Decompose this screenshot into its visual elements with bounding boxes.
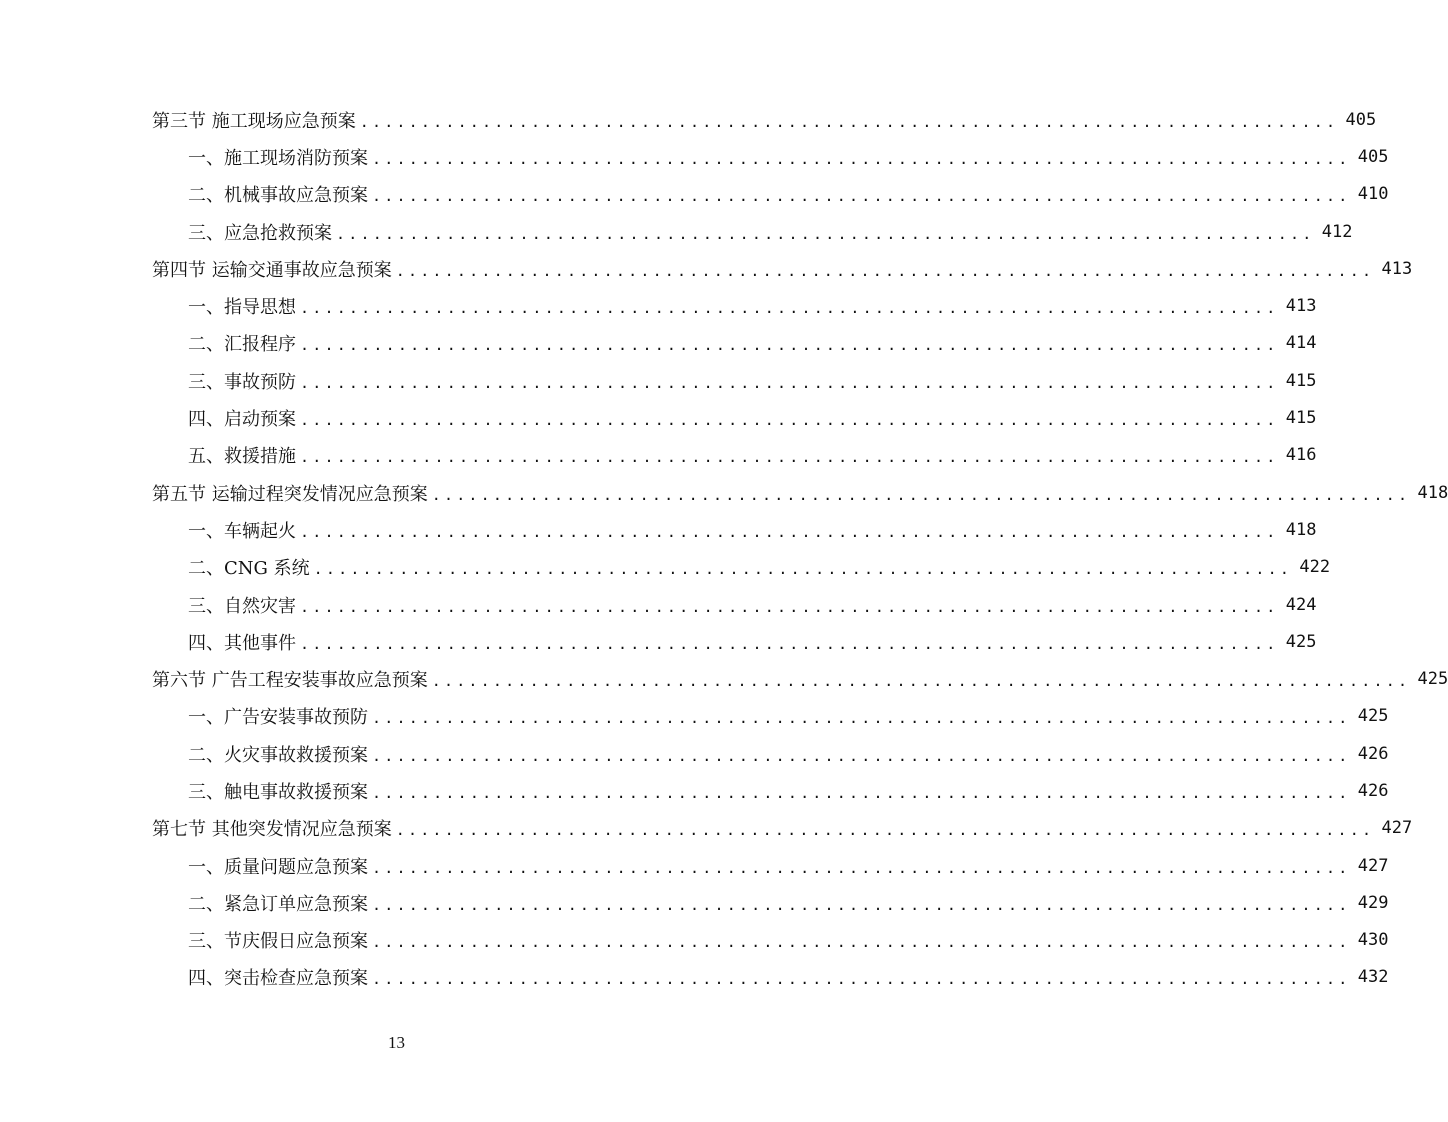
toc-section-entry[interactable] — [152, 660, 1448, 697]
toc-subsection-entry[interactable] — [152, 511, 1317, 548]
toc-subsection-entry[interactable] — [152, 623, 1317, 660]
toc-dot-leader: ................................................................................ — [395, 821, 1375, 840]
toc-entry-page-number: 418 — [1417, 482, 1448, 503]
toc-dot-leader: ................................................................................ — [372, 858, 1351, 877]
toc-dot-leader: ................................................................................ — [372, 709, 1351, 728]
toc-subsection-entry[interactable] — [152, 735, 1389, 772]
toc-dot-leader: ................................................................................ — [395, 261, 1375, 280]
toc-section-entry[interactable] — [152, 810, 1413, 847]
toc-entry-label: 一、指导思想 — [188, 297, 296, 319]
toc-entry-label: 二、汇报程序 — [188, 334, 296, 356]
toc-dot-leader: ................................................................................ — [300, 299, 1279, 318]
toc-section-entry[interactable] — [152, 101, 1377, 138]
toc-entry-label: 第七节 其他突发情况应急预案 — [152, 819, 392, 841]
toc-dot-leader: ................................................................................ — [372, 149, 1351, 168]
toc-entry-page-number: 412 — [1321, 221, 1353, 242]
toc-entry-label: 第四节 运输交通事故应急预案 — [152, 259, 392, 281]
toc-dot-leader: ................................................................................ — [300, 448, 1279, 467]
toc-subsection-entry[interactable] — [152, 138, 1389, 175]
toc-subsection-entry[interactable] — [152, 847, 1389, 884]
toc-entry-label: 四、其他事件 — [188, 632, 296, 654]
toc-entry-page-number: 416 — [1285, 445, 1317, 466]
toc-entry-label: 三、触电事故救援预案 — [188, 781, 368, 803]
toc-entry-page-number: 413 — [1285, 296, 1317, 317]
toc-entry-page-number: 415 — [1285, 408, 1317, 429]
toc-subsection-entry[interactable] — [152, 549, 1331, 586]
toc-entry-page-number: 425 — [1285, 631, 1317, 652]
toc-entry-page-number: 427 — [1381, 818, 1413, 839]
toc-subsection-entry[interactable] — [152, 437, 1317, 474]
toc-entry-label: 四、启动预案 — [188, 409, 296, 431]
toc-dot-leader: ................................................................................ — [300, 336, 1279, 355]
toc-subsection-entry[interactable] — [152, 698, 1389, 735]
toc-entry-label: 第三节 施工现场应急预案 — [152, 110, 356, 132]
toc-dot-leader: ................................................................................ — [372, 970, 1351, 989]
toc-dot-leader: ................................................................................ — [372, 895, 1351, 914]
toc-subsection-entry[interactable] — [152, 213, 1353, 250]
toc-dot-leader: ................................................................................ — [431, 485, 1411, 504]
toc-entry-page-number: 415 — [1285, 370, 1317, 391]
toc-subsection-entry[interactable] — [152, 586, 1317, 623]
toc-dot-leader: ................................................................................ — [359, 112, 1339, 131]
toc-entry-page-number: 422 — [1299, 557, 1331, 578]
toc-dot-leader: ................................................................................ — [300, 522, 1279, 541]
toc-entry-page-number: 430 — [1357, 930, 1389, 951]
toc-entry-label: 三、自然灾害 — [188, 595, 296, 617]
toc-dot-leader: ................................................................................ — [431, 672, 1411, 691]
toc-entry-page-number: 424 — [1285, 594, 1317, 615]
toc-dot-leader: ................................................................................ — [313, 560, 1293, 579]
toc-dot-leader: ................................................................................ — [300, 597, 1279, 616]
toc-dot-leader: ................................................................................ — [372, 783, 1351, 802]
table-of-contents — [152, 101, 1448, 996]
toc-dot-leader: ................................................................................ — [372, 933, 1351, 952]
toc-subsection-entry[interactable] — [152, 884, 1389, 921]
toc-entry-label: 一、车辆起火 — [188, 520, 296, 542]
toc-entry-page-number: 426 — [1357, 743, 1389, 764]
toc-subsection-entry[interactable] — [152, 399, 1317, 436]
toc-subsection-entry[interactable] — [152, 772, 1389, 809]
toc-entry-label: 三、事故预防 — [188, 371, 296, 393]
toc-subsection-entry[interactable] — [152, 362, 1317, 399]
toc-entry-label: 三、节庆假日应急预案 — [188, 931, 368, 953]
toc-dot-leader: ................................................................................ — [300, 634, 1279, 653]
toc-entry-label: 一、施工现场消防预案 — [188, 147, 368, 169]
toc-entry-page-number: 405 — [1345, 109, 1377, 130]
toc-entry-page-number: 414 — [1285, 333, 1317, 354]
toc-subsection-entry[interactable] — [152, 176, 1389, 213]
toc-subsection-entry[interactable] — [152, 287, 1317, 324]
toc-section-entry[interactable] — [152, 250, 1413, 287]
toc-entry-page-number: 410 — [1357, 184, 1389, 205]
toc-entry-page-number: 425 — [1417, 669, 1448, 690]
toc-entry-page-number: 405 — [1357, 146, 1389, 167]
toc-dot-leader: ................................................................................ — [300, 411, 1279, 430]
toc-entry-page-number: 427 — [1357, 855, 1389, 876]
toc-entry-page-number: 425 — [1357, 706, 1389, 727]
toc-dot-leader: ................................................................................ — [372, 746, 1351, 765]
toc-entry-label: 二、紧急订单应急预案 — [188, 893, 368, 915]
toc-entry-label: 二、CNG 系统 — [188, 558, 310, 580]
toc-entry-label: 一、广告安装事故预防 — [188, 707, 368, 729]
toc-subsection-entry[interactable] — [152, 922, 1389, 959]
toc-entry-page-number: 426 — [1357, 780, 1389, 801]
toc-dot-leader: ................................................................................ — [300, 373, 1279, 392]
toc-entry-label: 五、救援措施 — [188, 446, 296, 468]
toc-subsection-entry[interactable] — [152, 325, 1317, 362]
toc-entry-label: 一、质量问题应急预案 — [188, 856, 368, 878]
toc-dot-leader: ................................................................................ — [336, 224, 1315, 243]
toc-entry-label: 三、应急抢救预案 — [188, 222, 332, 244]
toc-entry-label: 四、突击检查应急预案 — [188, 968, 368, 990]
toc-entry-label: 第六节 广告工程安装事故应急预案 — [152, 670, 428, 692]
toc-entry-page-number: 413 — [1381, 258, 1413, 279]
toc-entry-page-number: 432 — [1357, 967, 1389, 988]
toc-entry-label: 二、机械事故应急预案 — [188, 185, 368, 207]
toc-entry-label: 第五节 运输过程突发情况应急预案 — [152, 483, 428, 505]
page-number: 13 — [388, 1033, 405, 1052]
toc-entry-page-number: 429 — [1357, 892, 1389, 913]
toc-subsection-entry[interactable] — [152, 959, 1389, 996]
toc-dot-leader: ................................................................................ — [372, 187, 1351, 206]
toc-section-entry[interactable] — [152, 474, 1448, 511]
toc-entry-label: 二、火灾事故救援预案 — [188, 744, 368, 766]
toc-entry-page-number: 418 — [1285, 519, 1317, 540]
